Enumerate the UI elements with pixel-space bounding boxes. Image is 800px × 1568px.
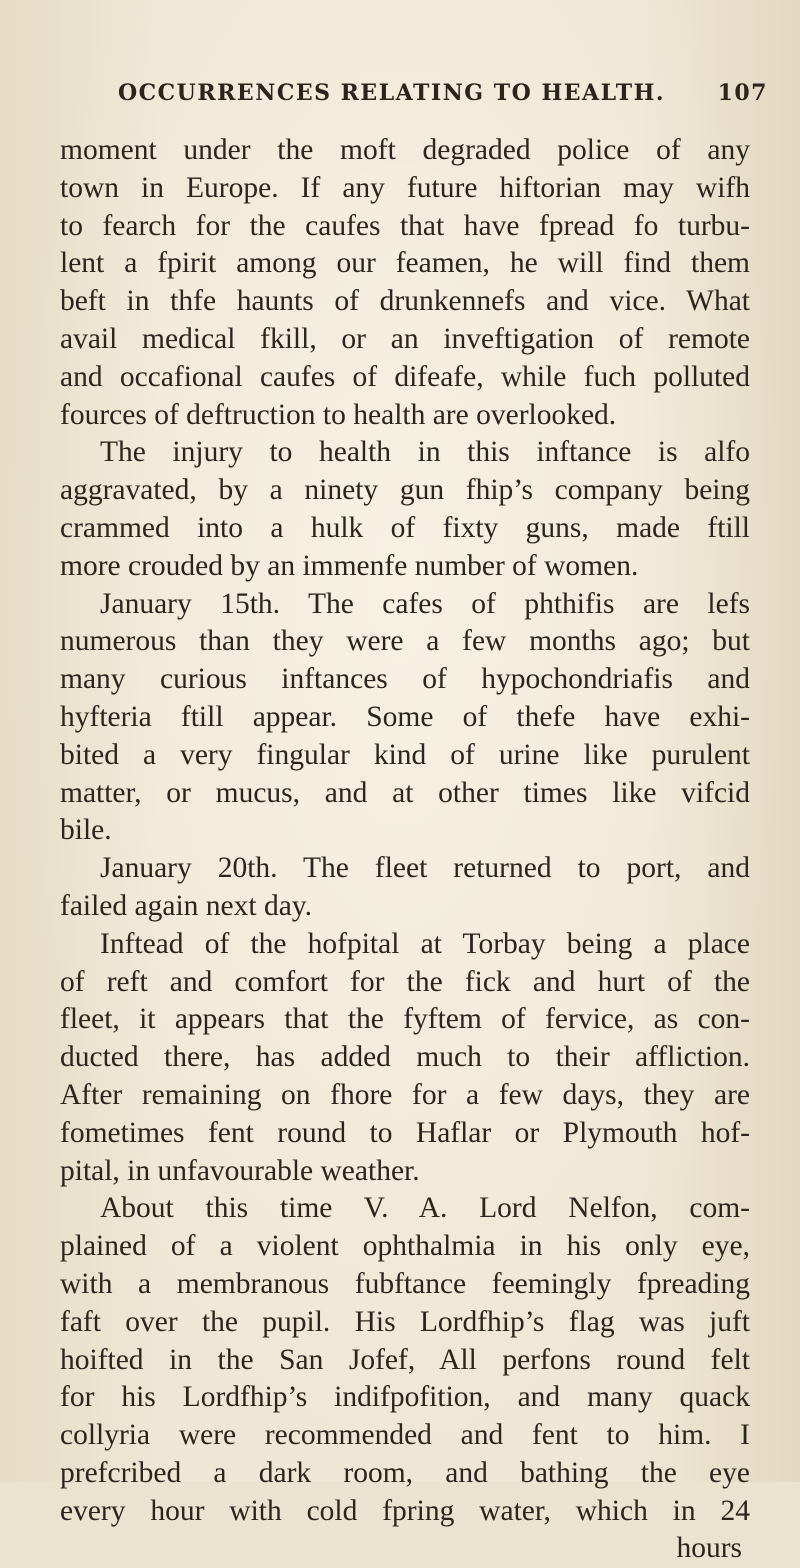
- text-line: collyria were recommended and fent to him. I: [60, 1419, 750, 1452]
- text-line: ducted there, has added much to their affliction.: [60, 1041, 750, 1074]
- text-line: bited a very fingular kind of urine like purulent: [60, 738, 750, 771]
- text-line: hyfteria ftill appear. Some of thefe have exhi-: [60, 700, 750, 733]
- text-line: Inftead of the hofpital at Torbay being a place: [100, 927, 750, 960]
- text-line: hoifted in the San Jofef, All perfons round felt: [60, 1343, 750, 1376]
- text-line: every hour with cold fpring water, which in 24: [60, 1494, 750, 1527]
- text-line: About this time V. A. Lord Nelfon, com-: [100, 1192, 750, 1225]
- text-line: failed again next day.: [60, 889, 313, 922]
- text-line: beft in thfe haunts of drunkennefs and vice. What: [60, 285, 750, 318]
- running-head: [118, 80, 768, 106]
- text-line: bile.: [60, 814, 112, 847]
- text-line: and occafional caufes of difeafe, while fuch polluted: [60, 360, 750, 393]
- text-line: The injury to health in this inftance is alfo: [100, 436, 750, 469]
- text-line: fleet, it appears that the fyftem of fervice, as con-: [60, 1003, 750, 1036]
- text-line: fometimes fent round to Haflar or Plymouth hof-: [60, 1116, 750, 1149]
- catchword: hours: [676, 1532, 742, 1565]
- text-line: lent a fpirit among our feamen, he will find them: [60, 247, 750, 280]
- text-line: moment under the moft degraded police of any: [60, 134, 750, 166]
- text-line: January 15th. The cafes of phthifis are lefs: [100, 587, 750, 620]
- text-line: avail medical fkill, or an inveftigation of remote: [60, 322, 750, 355]
- text-line: to fearch for the caufes that have fpread fo turbu-: [60, 209, 750, 242]
- body-text: [60, 132, 750, 1568]
- text-line: prefcribed a dark room, and bathing the eye: [60, 1456, 750, 1489]
- text-line: crammed into a hulk of fixty guns, made ftill: [60, 511, 750, 544]
- text-line: more crouded by an immenfe number of women.: [60, 549, 639, 582]
- running-head-title: OCCURRENCES RELATING TO HEALTH.: [118, 80, 666, 106]
- text-line: aggravated, by a ninety gun fhip’s company being: [60, 474, 750, 507]
- text-line: faft over the pupil. His Lordfhip’s flag was juft: [60, 1305, 750, 1338]
- page-number: 107: [717, 80, 768, 106]
- text-line: January 20th. The fleet returned to port, and: [100, 852, 750, 885]
- text-line: of reft and comfort for the fick and hurt of the: [60, 965, 750, 998]
- text-line: fources of deftruction to health are overlooked.: [60, 398, 617, 431]
- text-line: town in Europe. If any future hiftorian may wifh: [60, 171, 750, 204]
- text-line: After remaining on fhore for a few days, they are: [60, 1078, 750, 1111]
- text-line: numerous than they were a few months ago; but: [60, 625, 750, 658]
- text-line: matter, or mucus, and at other times like vifcid: [60, 776, 750, 809]
- text-line: pital, in unfavourable weather.: [60, 1154, 420, 1187]
- text-line: for his Lordfhip’s indifpofition, and many quack: [60, 1381, 750, 1414]
- text-line: with a membranous fubftance feemingly fpreading: [60, 1267, 750, 1300]
- text-line: many curious inftances of hypochondriafis and: [60, 663, 750, 696]
- text-line: plained of a violent ophthalmia in his only eye,: [60, 1230, 750, 1263]
